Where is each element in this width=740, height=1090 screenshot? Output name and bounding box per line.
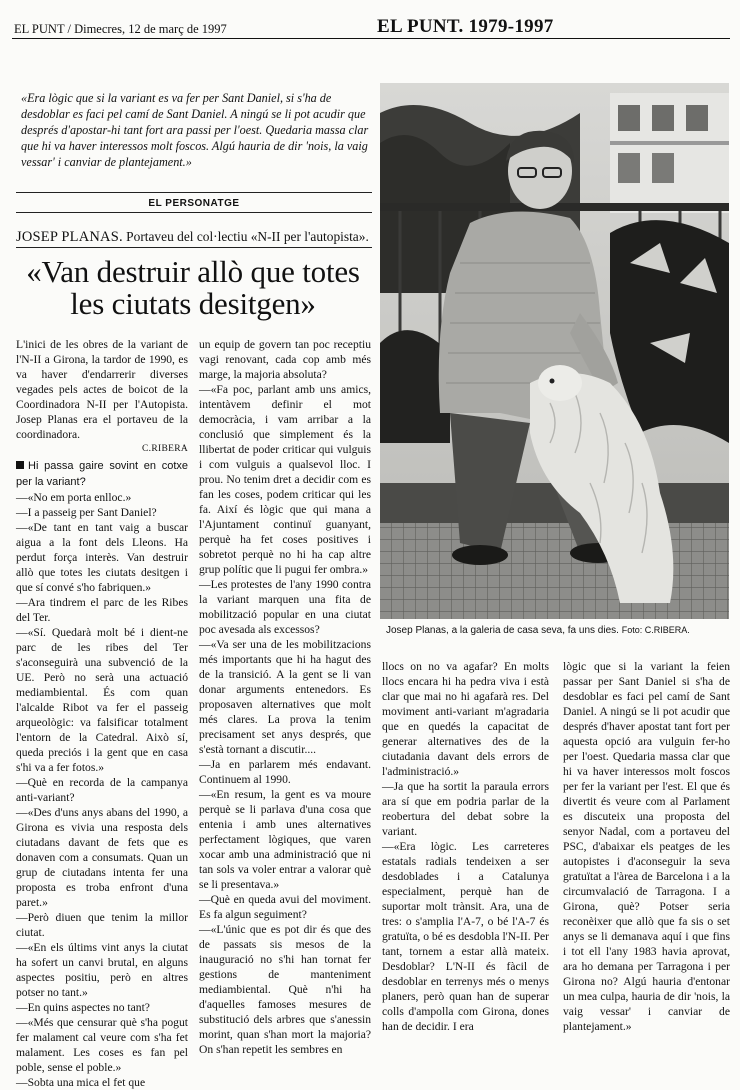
paragraph: llocs on no va agafar? En molts llocs encara hi ha pedra viva i està clar que mai no hi agafarà res. Del moviment anti-variant m'agradaria que en quedés la capacitat de generar alternatives des de la ciutadania davant dels errors de l'administració.»: [382, 660, 549, 778]
article-intro: L'inici de les obres de la variant de l'N-II a Girona, la tardor de 1990, es va haver d'endarrerir diverses vegades pels actes de boicot de la Coordinadora N-II per l'Autopista. Josep Planas era el portaveu de la coordinadora.: [16, 338, 188, 441]
section-rule-bottom: [16, 212, 372, 213]
paragraph: —«Fa poc, parlant amb uns amics, intentàvem definir el mot democràcia, i vam arribar a la conclusió que simplement és la llibertat de poder criticar qui vulguis i com vulguis a qualsevol lloc. I prou. No tenim dret a decidir com es fan les coses, podem criticar qui les fa. Així és lògic que qui mana a l'Ajuntament continuï guanyant, perquè ha fet coses positives i sobretot perquè no hi ha cap altre grup polític que li pugui fer ombra.»: [199, 383, 371, 576]
pull-quote: «Era lògic que si la variant es va fer per Sant Daniel, si s'ha de desdoblar es faci pel camí de Sant Daniel. A ningú se li pot acudir que després d'apostar-hi tant fort ara passi per l'oest. Quedaria massa clar que hi va haver interessos molt foscos. Algú hauria de dir 'nois, la vaig vessar' i canviar de plantejament.»: [21, 91, 369, 169]
paragraph: —I a passeig per Sant Daniel?: [16, 506, 157, 519]
paragraph: —Però diuen que tenim la millor ciutat.: [16, 911, 188, 939]
paragraph: —«De tant en tant vaig a buscar aigua a la font dels Lleons. Ha perdut força interès. Van destruir allò que totes les ciutats desitgen i que sí convé s'ho fabriquen.»: [16, 521, 188, 594]
byline: [16, 229, 376, 246]
question-first: Hi passa gaire sovint en cotxe per la variant?: [16, 460, 188, 488]
section-label: EL PERSONATGE: [148, 198, 240, 209]
photo-caption-text: Josep Planas, a la galeria de casa seva, fa uns dies.: [386, 625, 619, 636]
article-photo: [380, 83, 729, 619]
photo-caption: [386, 625, 730, 636]
paragraph: —Les protestes de l'any 1990 contra la variant marquen una fita de mobilització popular en una ciutat poc avesada als excessos?: [199, 578, 371, 636]
paragraph: —«Era lògic. Les carreteres estatals radials tendeixen a ser desdoblades i a Catalunya especialment, perquè han de suportar molt trànsit. Ara, una de tres: o s'amplia l'A-7, o bé l'A-7 és gratuïta, o bé es desdobla l'N-II. Per tant, tornem a estar allà mateix. Desdoblar? L'N-II és fàcil de desdoblar en terrenys més o menys planers, però quan han de superar colls d'ampolla com Girona, dones han de decidir. I era: [382, 840, 549, 1033]
article-headline: «Van destruir allò que totes les ciutats desitgen»: [26, 254, 360, 321]
article-column-3: [382, 659, 549, 1034]
paragraph: —«En resum, la gent es va moure perquè se li parlava d'una cosa que entenia i amb unes alternatives perfectament lògiques, que varen xocar amb una administració que ni tan sols va voler entrar a valorar què se li presentava.»: [199, 788, 371, 891]
article-column-4: [563, 659, 730, 1034]
byline-name: JOSEP PLANAS.: [16, 229, 123, 245]
paragraph: —Ara tindrem el parc de les Ribes del Ter.: [16, 596, 188, 624]
paragraph: —«Sí. Quedarà molt bé i dient-ne parc de les ribes del Ter s'aconseguirà una subvenció de la UE. Però no serà una actuació mediambiental. És com quan l'alcalde Ribot va fer el passeig arqueològic: va falsificar totalment l'entorn de la Catedral. Això sí, queda preciós i la gent que en casa s'hi va a fer fotos.»: [16, 626, 188, 774]
square-bullet-icon: [16, 461, 24, 469]
article-column-2: [199, 337, 371, 1057]
paragraph: —«En els últims vint anys la ciutat ha sofert un canvi brutal, en alguns aspectes positiu, però en altres potser no tant.»: [16, 941, 188, 999]
paragraph: —En quins aspectes no tant?: [16, 1001, 150, 1014]
header-divider: [12, 38, 730, 39]
paragraph: lògic que si la variant la feien passar per Sant Daniel si s'ha de desdoblar es faci pel camí de Sant Daniel. A ningú se li pot acudir que després d'haver apostat tant fort per aquesta opció ara vulguin fer-ho per l'oest. Quedaria massa clar que hi va haver interessos molt foscos per fer la variant per l'est. El que és divertit és veure com al Parlament es discuteix una proposta del senyor Nadal, com a portaveu del PSC, d'abaixar els peatges de les autopistes i d'aconseguir la seva gratuïtat a l'àrea de Barcelona i a la circumvalació de Tarragona. I a Girona, què? Potser seria reconèixer que allò que fa sis o set anys se li demanava aquí i que fins i tot ell l'any 1983 havia aprovat, ara ho demana per Tarragona i per Girona no? Algú hauria d'entonar un mea culpa, hauria de dir 'nois, la vaig vessar' i canviar de plantejament.»: [563, 660, 730, 1033]
paragraph: —«L'únic que es pot dir és que des de passats sis mesos de la inauguració no s'hi han tornat fer gestions de manteniment mediambiental. Què n'hi ha d'aquelles famoses mesures de substitució dels arbres que s'anessin morint, quan s'han mort la majoria? On s'han repetit les sembres en: [199, 923, 371, 1056]
paragraph: —«Va ser una de les mobilitzacions més importants que hi ha hagut des de la transició. A la gent se li van donar arguments entenedors. Es proposaven alternatives que molt més clares. La prova la tenim precisament set anys després, que s'està tornant a discutir....: [199, 638, 371, 756]
article-column-1: [16, 337, 188, 1090]
paragraph: —Què en recorda de la campanya anti-variant?: [16, 776, 188, 804]
byline-role: Portaveu del col·lectiu «N-II per l'autopista».: [126, 229, 369, 244]
byline-divider: [16, 247, 372, 248]
paragraph: —Sobta una mica el fet que: [16, 1076, 146, 1089]
intro-credit: C.RIBERA: [142, 444, 188, 454]
newspaper-masthead: EL PUNT. 1979-1997: [377, 16, 554, 37]
photo-credit: Foto: C.RIBERA.: [621, 625, 690, 635]
portrait-photo-illustration: [380, 83, 729, 619]
section-rule-top: [16, 192, 372, 193]
paragraph: —«No em porta enlloc.»: [16, 491, 132, 504]
paragraph: —Ja en parlarem més endavant. Continuem al 1990.: [199, 758, 371, 786]
paragraph: —Ja que ha sortit la paraula errors ara sí que em podria parlar de la reobertura del debat sobre la variant.: [382, 780, 549, 838]
paragraph: —«Des d'uns anys abans del 1990, a Girona es vivia una resposta dels ciutadans davant de fets que es donaven com a consumats. Quan un grup de ciutadans intenta fer una proposta es troba enfront d'una paret.»: [16, 806, 188, 909]
paragraph: un equip de govern tan poc receptiu vagi renovant, cada cop amb més marge, la majoria absoluta?: [199, 338, 371, 381]
paragraph: —«Més que censurar què s'ha pogut fer malament cal veure com s'ha fet malament. Les coses es fan pel poble, sense el poble.»: [16, 1016, 188, 1074]
paragraph: —Què en queda avui del moviment. Es fa algun seguiment?: [199, 893, 371, 921]
newspaper-date-header: EL PUNT / Dimecres, 12 de març de 1997: [14, 22, 227, 36]
